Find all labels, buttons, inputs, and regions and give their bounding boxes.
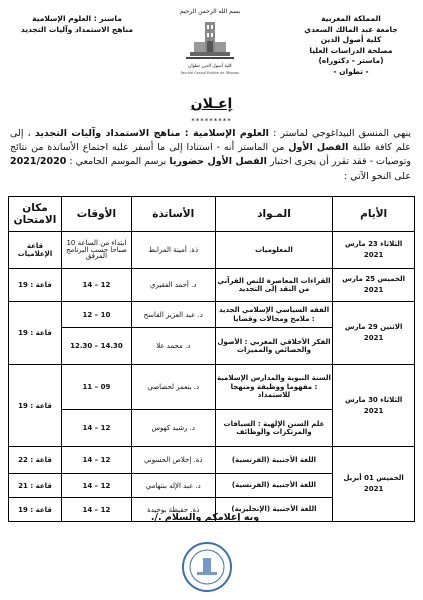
basmala: بسم الله الرحمن الرحيم xyxy=(179,8,241,15)
subject-cell: اللغة الأجنبية (الفرنسية) xyxy=(215,447,333,474)
intro-text: برسم الموسم الجامعي : xyxy=(69,156,167,168)
time-cell: 09 – 11 xyxy=(62,365,132,410)
institution-header xyxy=(291,14,411,77)
room-cell: قاعة : 21 xyxy=(9,474,62,498)
header-line: جامعة عبد المالك السعدي xyxy=(304,24,398,34)
logo-caption: كلية أصول الدين تطوان xyxy=(188,64,232,69)
day-cell: الاثنين 29 مارس 2021 xyxy=(333,302,415,365)
header-professors: الأساتذة xyxy=(131,197,215,232)
day-cell: الثلاثاء 30 مارس 2021 xyxy=(333,365,415,447)
subject-cell: الفكر الأخلاقي المغربي : الأصول والخصائص والمميزات xyxy=(215,328,333,365)
day-cell: الخميس 01 أبريل 2021 xyxy=(333,447,415,522)
professor-cell: د. محمد علا xyxy=(131,328,215,365)
separator-stars: ********* xyxy=(191,117,232,125)
announcement-title: إعـلان xyxy=(190,96,233,112)
table-row xyxy=(9,269,415,302)
professor-cell: د. عبد الإله بنتهامي xyxy=(131,474,215,498)
subject-cell: المعلوميات xyxy=(215,232,333,269)
master-name: العلوم الإسلامية : مناهج الاستمداد وآليات التجديد xyxy=(34,128,269,139)
time-cell: 12 – 14 xyxy=(62,474,132,498)
closing-line: وبه إعلامكم والسلام ./. xyxy=(150,512,260,523)
time-cell: ابتداء من الساعة 10 صباحا حسب البرنامج المرفق xyxy=(62,232,132,269)
header-line: (ماستر - دكتوراه) xyxy=(318,56,384,65)
exam-schedule-table xyxy=(8,196,415,522)
room-cell: قاعة : 19 xyxy=(9,302,62,365)
master-subtitle: مناهج الاستمداد وآليات التجديد xyxy=(20,24,134,34)
professor-cell: ذة. حفيظة بوجيدة xyxy=(131,498,215,522)
room-cell: قاعة : 22 xyxy=(9,447,62,474)
time-cell: 14.30 – 12.30 xyxy=(62,328,132,365)
exam-label: الفصل الأول حضوريا xyxy=(169,156,267,168)
subject-cell: اللغة الأجنبية (الإنجليزية) xyxy=(215,498,333,522)
professor-cell: ذة. إخلاص الحسوني xyxy=(131,447,215,474)
master-header xyxy=(18,14,136,35)
faculty-logo-icon xyxy=(186,20,234,64)
header-times: الأوقات xyxy=(62,197,132,232)
subject-cell: اللغة الأجنبية (الفرنسية) xyxy=(215,474,333,498)
subject-cell: القراءات المعاصرة للنص القرآني من النقد إلى التجديد xyxy=(215,269,333,302)
subject-cell: علم السنن الإلهية : السياقات والمرتكزات والوظائف xyxy=(215,410,333,447)
intro-text: ينهي المنسق البيداغوجي لماستر : xyxy=(273,128,411,139)
header-exam-room: مكان الامتحان xyxy=(9,197,62,232)
master-title: ماستر : العلوم الإسلامية xyxy=(32,14,122,23)
header-subjects: المـواد xyxy=(215,197,333,232)
professor-cell: د. رشيد كهوس xyxy=(131,410,215,447)
table-row xyxy=(9,232,415,269)
table-row xyxy=(9,302,415,328)
professor-cell: د. عبد العزيز القاسح xyxy=(131,302,215,328)
intro-paragraph xyxy=(10,127,411,184)
subject-cell: السنة النبوية والمدارس الإسلامية : مفهوما ووظيفة ومنهجا للاستمداد xyxy=(215,365,333,410)
header-days: الأيام xyxy=(333,197,415,232)
time-cell: 12 – 14 xyxy=(62,269,132,302)
table-row xyxy=(9,365,415,410)
official-stamp-icon xyxy=(180,540,234,594)
intro-text: من الماستر أنه - استنادا إلى ما أسفر عليه اجتماع الأساتذة من نتائج وتوصيات - فقد تقرر أن يجرى اختبار xyxy=(10,142,411,168)
room-cell: قاعة : 19 xyxy=(9,498,62,522)
header-line: - تطوان - xyxy=(333,66,369,76)
professor-cell: ذة. أمينة المرابط xyxy=(131,232,215,269)
room-cell: قاعة الإعلاميات xyxy=(9,232,62,269)
header-line: مصلحة الدراسات العليا xyxy=(309,45,393,55)
intro-text: ، إلى علم كافة طلبة xyxy=(10,128,411,154)
table-row xyxy=(9,447,415,474)
time-cell: 12 – 14 xyxy=(62,447,132,474)
room-cell: قاعة : 19 xyxy=(9,365,62,447)
table-header-row xyxy=(9,197,415,232)
header-line: المملكة المغربية xyxy=(321,14,381,23)
day-cell: الثلاثاء 23 مارس 2021 xyxy=(333,232,415,269)
room-cell: قاعة : 19 xyxy=(9,269,62,302)
time-cell: 10 – 12 xyxy=(62,302,132,328)
subject-cell: الفقه السياسي الإسلامي الجديد : ملامح ومجالات وقضايا xyxy=(215,302,333,328)
day-cell: الخميس 25 مارس 2021 xyxy=(333,269,415,302)
professor-cell: د. أحمد الفقيري xyxy=(131,269,215,302)
academic-year: 2021/2020 xyxy=(10,156,67,168)
time-cell: 12 – 14 xyxy=(62,410,132,447)
professor-cell: د. بنعمر لحصاصي xyxy=(131,365,215,410)
semester-label: الفصل الأول xyxy=(288,142,349,154)
logo-caption-fr: Faculté Ossoul Eddine de Tétouan xyxy=(180,71,240,75)
header-line: كلية أصول الدين xyxy=(320,35,382,44)
intro-text: على النحو الآتي : xyxy=(343,170,411,182)
time-cell: 12 – 14 xyxy=(62,498,132,522)
